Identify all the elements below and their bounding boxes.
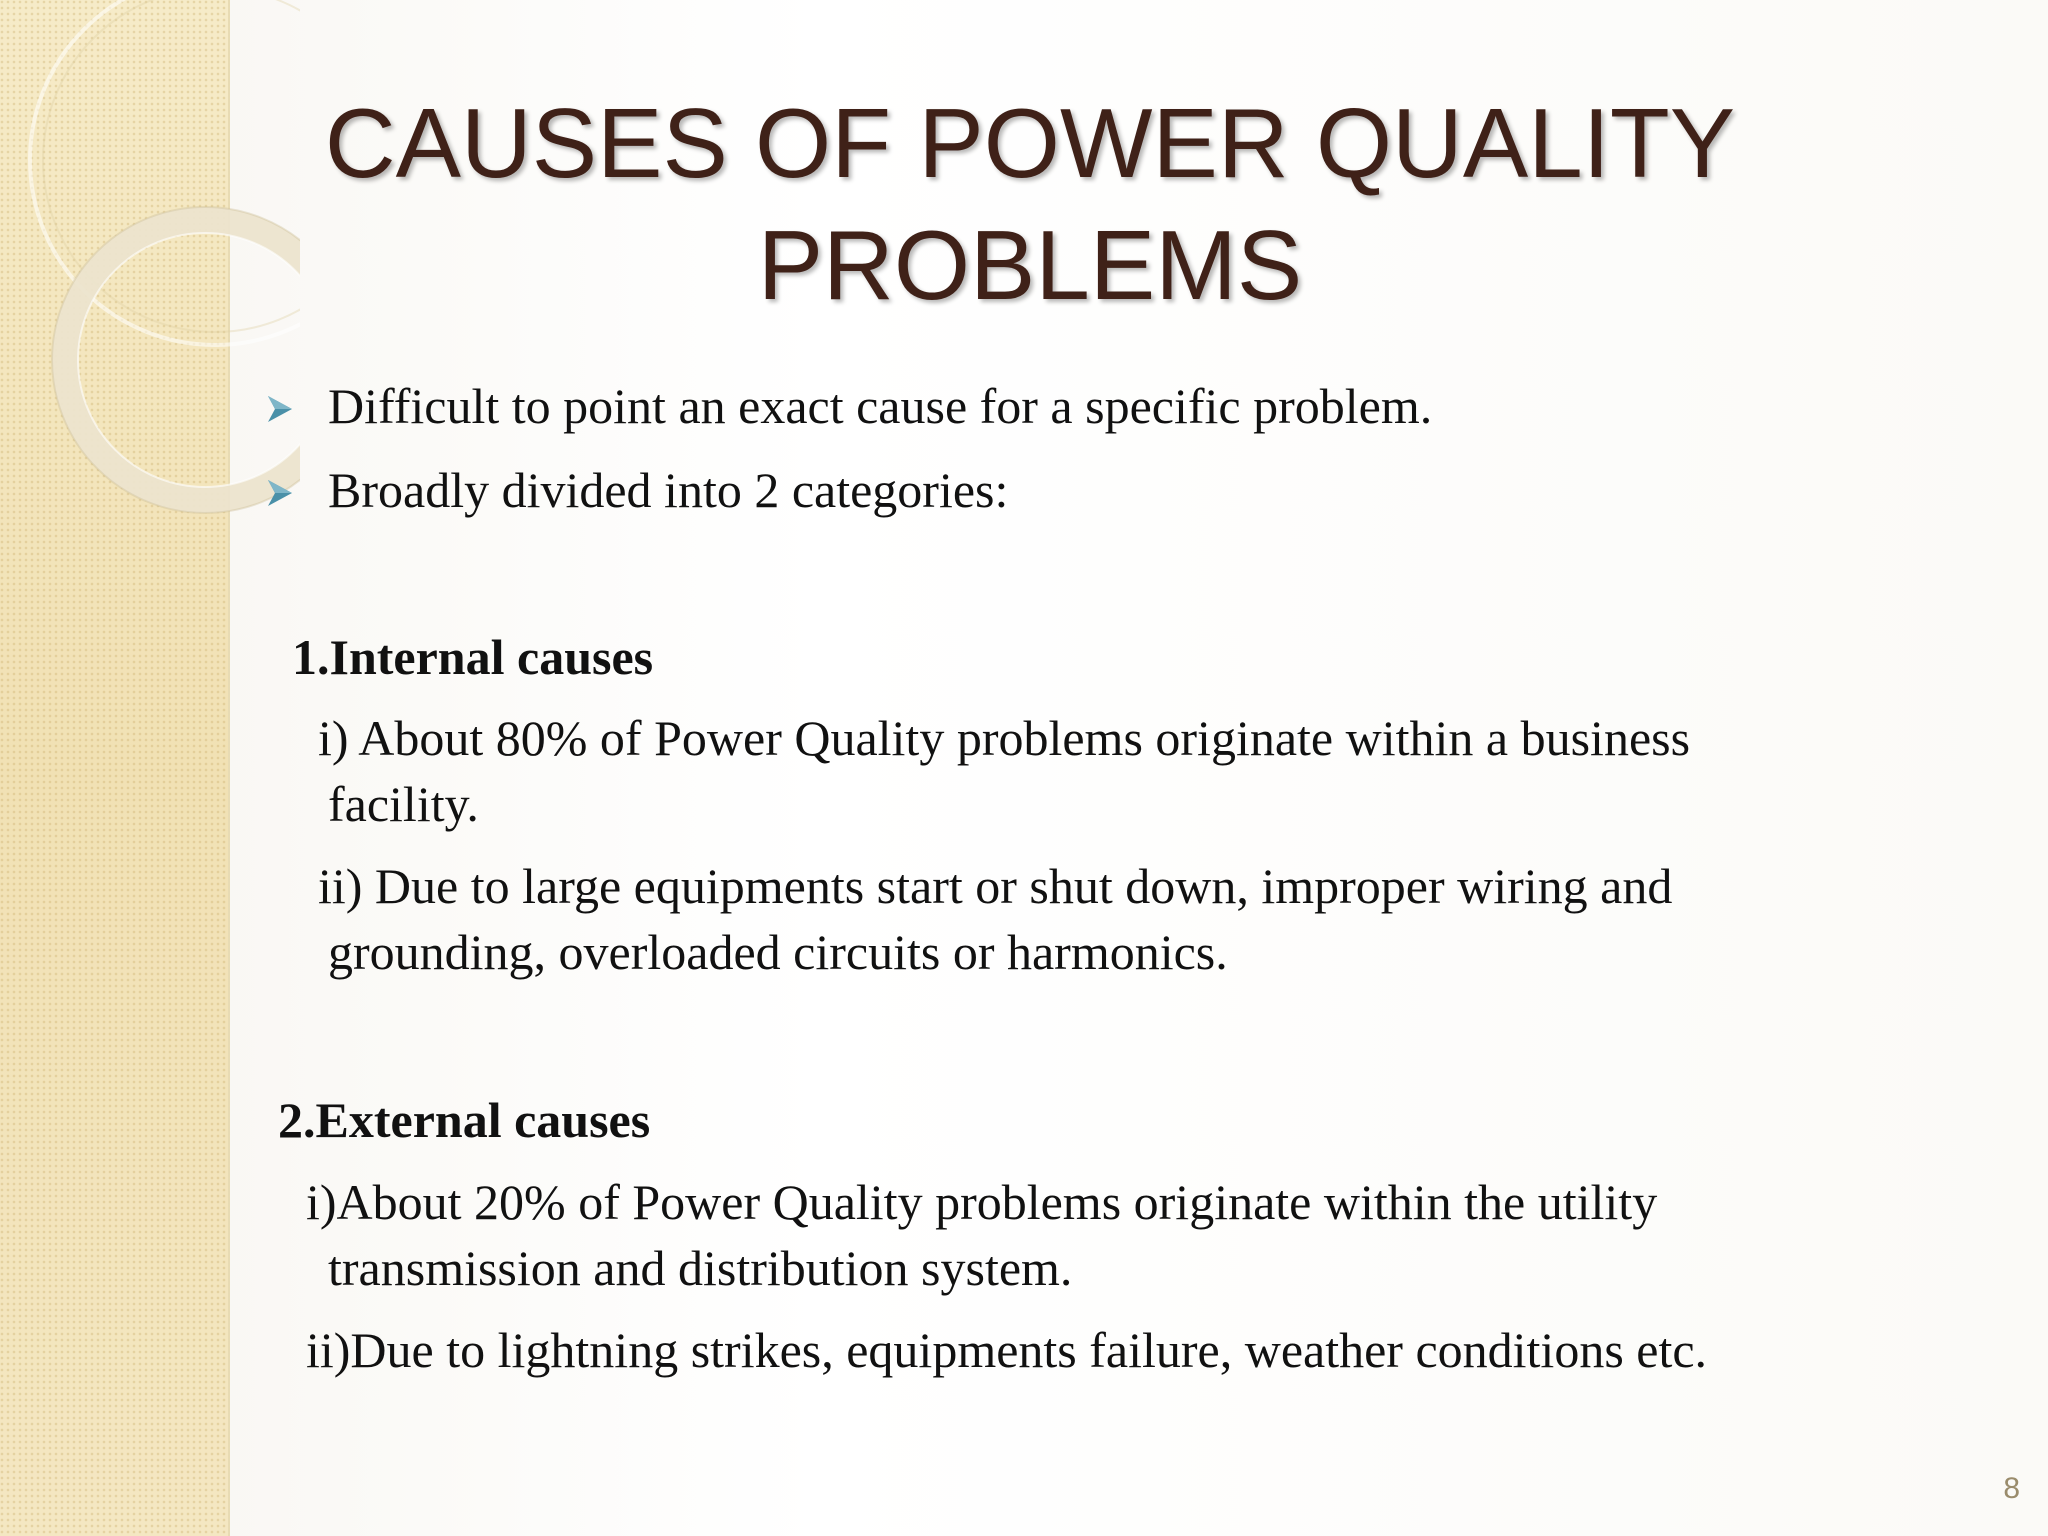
external-cause-item: ii)Due to lightning strikes, equipments failure, weather conditions etc.: [306, 1322, 1708, 1378]
bullet-item: Difficult to point an exact cause for a specific problem.: [328, 378, 1433, 434]
external-cause-item-continuation: transmission and distribution system.: [328, 1240, 1073, 1296]
internal-causes-heading: 1.Internal causes: [292, 629, 654, 685]
external-cause-item: i)About 20% of Power Quality problems originate within the utility: [306, 1174, 1658, 1230]
internal-cause-item-continuation: facility.: [328, 776, 479, 832]
bullet-item: Broadly divided into 2 categories:: [328, 462, 1009, 518]
slide-title: [230, 82, 1830, 326]
slide-title-line-2: PROBLEMS: [757, 210, 1303, 320]
external-causes-heading: 2.External causes: [278, 1092, 651, 1148]
internal-cause-item: ii) Due to large equipments start or shut down, improper wiring and: [318, 858, 1673, 914]
arrow-bullet-icon: [268, 480, 292, 506]
page-number: 8: [2003, 1472, 2020, 1505]
internal-cause-item: i) About 80% of Power Quality problems originate within a business: [318, 710, 1691, 766]
internal-cause-item-continuation: grounding, overloaded circuits or harmonics.: [328, 924, 1228, 980]
arrow-bullet-icon: [268, 396, 292, 422]
slide-title-line-1: CAUSES OF POWER QUALITY: [324, 88, 1736, 198]
